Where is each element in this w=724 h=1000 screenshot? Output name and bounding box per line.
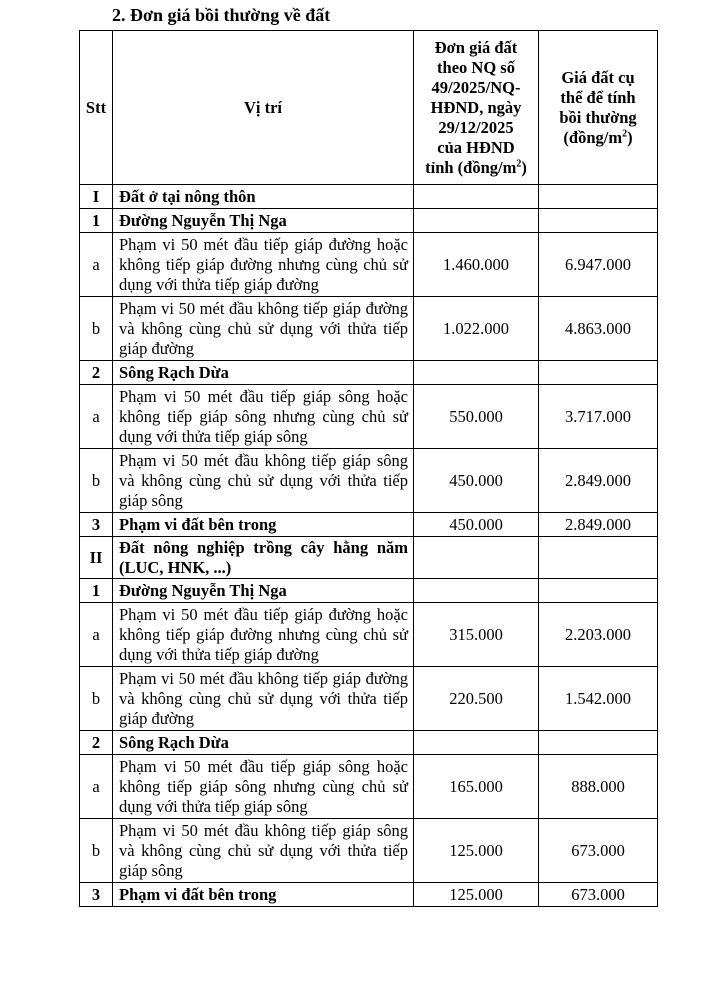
- row-stt: I: [80, 185, 113, 209]
- row-giadat: [539, 579, 658, 603]
- row-stt: a: [80, 233, 113, 297]
- compensation-price-table: [79, 30, 658, 907]
- row-dongia: [414, 361, 539, 385]
- table-row: [80, 297, 658, 361]
- header-vitri: Vị trí: [113, 31, 414, 185]
- row-vitri: Phạm vi 50 mét đầu không tiếp giáp sông và không cùng chủ sử dụng với thửa tiếp giáp sông: [113, 819, 414, 883]
- table-row: [80, 667, 658, 731]
- row-vitri: Phạm vi 50 mét đầu tiếp giáp sông hoặc không tiếp giáp sông nhưng cùng chủ sử dụng với thửa tiếp giáp sông: [113, 385, 414, 449]
- row-vitri: Phạm vi đất bên trong: [113, 513, 414, 537]
- header-dongia-line: 29/12/2025: [438, 117, 514, 137]
- row-stt: 3: [80, 883, 113, 907]
- table-row: [80, 579, 658, 603]
- row-stt: II: [80, 537, 113, 579]
- header-giadat-line: thể để tính: [560, 87, 636, 107]
- section-title: 2. Đơn giá bồi thường về đất: [112, 5, 331, 25]
- header-giadat-line: bồi thường: [559, 107, 637, 127]
- row-stt: b: [80, 667, 113, 731]
- header-dongia-unit: [418, 158, 534, 178]
- row-giadat: [539, 361, 658, 385]
- row-giadat: 2.849.000: [539, 513, 658, 537]
- row-vitri: Phạm vi đất bên trong: [113, 883, 414, 907]
- row-vitri: Phạm vi 50 mét đầu không tiếp giáp đường và không cùng chủ sử dụng với thửa tiếp giáp đường: [113, 297, 414, 361]
- row-stt: a: [80, 603, 113, 667]
- table-row: [80, 209, 658, 233]
- header-dongia-line: HĐND, ngày: [430, 97, 522, 117]
- header-giadat-unit: [543, 128, 653, 148]
- row-stt: 2: [80, 731, 113, 755]
- table-row: [80, 731, 658, 755]
- row-giadat: [539, 537, 658, 579]
- table-row: [80, 361, 658, 385]
- row-giadat: [539, 209, 658, 233]
- row-dongia: [414, 579, 539, 603]
- row-vitri: Phạm vi 50 mét đầu không tiếp giáp đường và không cùng chủ sử dụng với thửa tiếp giáp đường: [113, 667, 414, 731]
- row-stt: 1: [80, 579, 113, 603]
- header-dongia-unit-text: tỉnh (đồng/m: [425, 157, 517, 177]
- table-row: [80, 513, 658, 537]
- header-dongia-sup: 2: [516, 158, 522, 169]
- row-vitri: Phạm vi 50 mét đầu tiếp giáp đường hoặc không tiếp giáp đường nhưng cùng chủ sử dụng với thửa tiếp giáp đường: [113, 233, 414, 297]
- row-giadat: 2.203.000: [539, 603, 658, 667]
- row-giadat: 1.542.000: [539, 667, 658, 731]
- row-giadat: 4.863.000: [539, 297, 658, 361]
- row-giadat: 888.000: [539, 755, 658, 819]
- table-row: [80, 755, 658, 819]
- row-giadat: 673.000: [539, 819, 658, 883]
- row-vitri: Phạm vi 50 mét đầu tiếp giáp sông hoặc không tiếp giáp sông nhưng cùng chủ sử dụng với thửa tiếp giáp sông: [113, 755, 414, 819]
- row-stt: 3: [80, 513, 113, 537]
- table-row: [80, 185, 658, 209]
- row-vitri: Sông Rạch Dừa: [113, 361, 414, 385]
- row-dongia: 220.500: [414, 667, 539, 731]
- row-dongia: 315.000: [414, 603, 539, 667]
- row-giadat: [539, 185, 658, 209]
- header-giadat-unit-text: (đồng/m: [563, 127, 623, 147]
- row-dongia: [414, 185, 539, 209]
- row-dongia: 1.022.000: [414, 297, 539, 361]
- row-dongia: 450.000: [414, 513, 539, 537]
- table-row: [80, 233, 658, 297]
- row-dongia: [414, 537, 539, 579]
- row-dongia: 550.000: [414, 385, 539, 449]
- table-row: [80, 819, 658, 883]
- row-giadat: 6.947.000: [539, 233, 658, 297]
- row-stt: 1: [80, 209, 113, 233]
- row-vitri: Sông Rạch Dừa: [113, 731, 414, 755]
- row-dongia: 125.000: [414, 819, 539, 883]
- header-dongia-line: theo NQ số: [437, 57, 515, 77]
- header-dongia: [414, 31, 539, 185]
- row-stt: b: [80, 819, 113, 883]
- header-giadat-sup: 2: [622, 128, 628, 139]
- row-stt: a: [80, 755, 113, 819]
- row-giadat: [539, 731, 658, 755]
- row-vitri: Đường Nguyễn Thị Nga: [113, 579, 414, 603]
- row-dongia: 1.460.000: [414, 233, 539, 297]
- table-row: [80, 603, 658, 667]
- row-dongia: [414, 731, 539, 755]
- table-row: [80, 385, 658, 449]
- row-vitri: Đất nông nghiệp trồng cây hằng năm (LUC, HNK, ...): [113, 537, 414, 579]
- row-vitri: Phạm vi 50 mét đầu tiếp giáp đường hoặc không tiếp giáp đường nhưng cùng chủ sử dụng với thửa tiếp giáp đường: [113, 603, 414, 667]
- row-dongia: 450.000: [414, 449, 539, 513]
- row-stt: 2: [80, 361, 113, 385]
- row-stt: b: [80, 297, 113, 361]
- row-vitri: Phạm vi 50 mét đầu không tiếp giáp sông và không cùng chủ sử dụng với thửa tiếp giáp sông: [113, 449, 414, 513]
- row-stt: b: [80, 449, 113, 513]
- header-giadat-tail: ): [627, 127, 633, 147]
- header-dongia-line: 49/2025/NQ-: [431, 77, 521, 97]
- row-dongia: 125.000: [414, 883, 539, 907]
- table-row: [80, 449, 658, 513]
- row-giadat: 3.717.000: [539, 385, 658, 449]
- table-row: [80, 883, 658, 907]
- row-stt: a: [80, 385, 113, 449]
- row-vitri: Đất ở tại nông thôn: [113, 185, 414, 209]
- header-dongia-tail: ): [521, 157, 527, 177]
- header-stt: Stt: [80, 31, 113, 185]
- header-giadat: [539, 31, 658, 185]
- table-header-row: [80, 31, 658, 185]
- header-dongia-line: Đơn giá đất: [434, 37, 518, 57]
- header-giadat-line: Giá đất cụ: [561, 67, 635, 87]
- row-giadat: 673.000: [539, 883, 658, 907]
- row-dongia: 165.000: [414, 755, 539, 819]
- row-dongia: [414, 209, 539, 233]
- row-vitri: Đường Nguyễn Thị Nga: [113, 209, 414, 233]
- header-dongia-line: của HĐND: [437, 137, 515, 157]
- row-giadat: 2.849.000: [539, 449, 658, 513]
- table-row: [80, 537, 658, 579]
